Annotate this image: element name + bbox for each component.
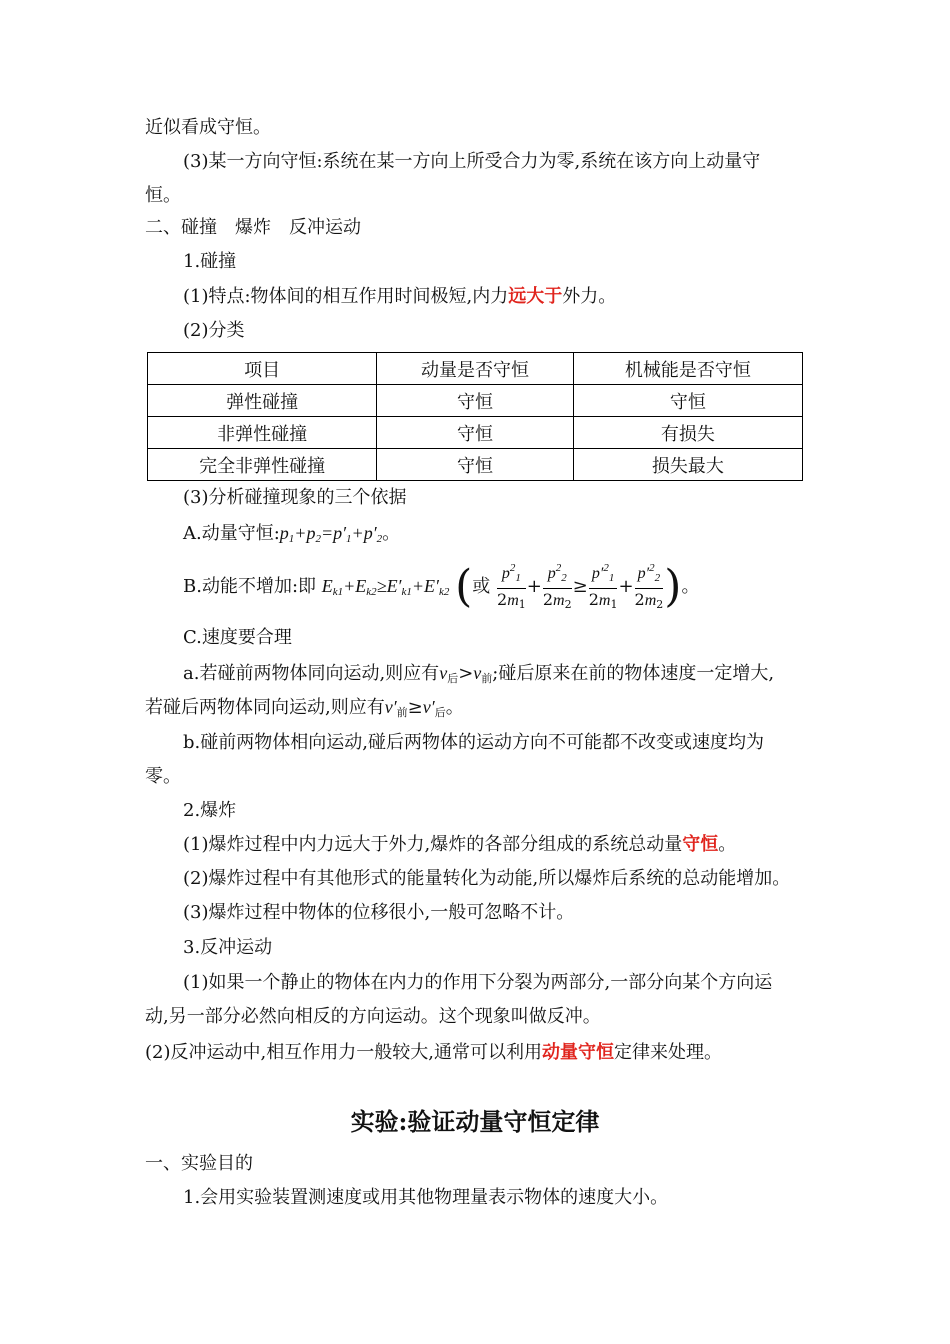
paragraph-line: (1)爆炸过程中内力远大于外力,爆炸的各部分组成的系统总动量守恒。 [183,834,737,855]
table-cell: 守恒 [377,417,574,449]
table-cell: 有损失 [573,417,802,449]
paragraph-line: 1.会用实验装置测速度或用其他物理量表示物体的速度大小。 [183,1187,669,1208]
left-paren: ( [455,561,473,612]
table-cell: 完全非弹性碰撞 [148,449,377,481]
table-header-cell: 动量是否守恒 [377,353,574,385]
table-cell: 守恒 [377,385,574,417]
paragraph-line: 零。 [145,766,181,787]
paragraph-line: 近似看成守恒。 [145,117,271,138]
fraction: $\frac{p^2_1}{2m_1}$ [497,558,526,616]
fraction: $\frac{p'^2_1}{2m_1}$ [589,558,618,616]
momentum-conservation-line: A.动量守恒$:p_1+p_2=p'_1+p'_2$。 [183,523,401,545]
paragraph-line: (2)反冲运动中,相互作用力一般较大,通常可以利用动量守恒定律来处理。 [145,1042,722,1063]
formula-velocity: v′ [384,697,397,717]
table-cell: 损失最大 [573,449,802,481]
paragraph-line: (2)爆炸过程中有其他形式的能量转化为动能,所以爆炸后系统的总动能增加。 [183,868,791,889]
right-paren: ) [664,561,682,612]
collision-classification-table [147,352,803,481]
subsection-heading: 3.反冲运动 [183,937,273,958]
paragraph-line: 恒。 [145,185,181,206]
paragraph-line: a.若碰前两物体同向运动,则应有$v_后>v_前$;碰后原来在前的物体速度一定增大, [183,663,775,685]
table-header-cell: 机械能是否守恒 [573,353,802,385]
experiment-title: 实验:验证动量守恒定律 [350,1107,600,1136]
paragraph-line: (3)某一方向守恒:系统在某一方向上所受合力为零,系统在该方向上动量守 [183,151,761,172]
paragraph-line: 若碰后两物体同向运动,则应有$v'_前\ge v'_后$。 [145,697,464,719]
subsection-heading: 1.碰撞 [183,251,237,272]
paragraph-line: (2)分类 [183,320,245,341]
table-header-cell: 项目 [148,353,377,385]
paragraph-line: (1)如果一个静止的物体在内力的作用下分裂为两部分,一部分向某个方向运 [183,972,773,993]
table-header-row [148,353,803,385]
subsection-heading: C.速度要合理 [183,627,292,648]
table-cell: 守恒 [573,385,802,417]
emphasis-text: 动量守恒 [541,1042,614,1063]
subsection-heading: (3)分析碰撞现象的三个依据 [183,487,407,508]
table-row [148,385,803,417]
paragraph-line: (3)爆炸过程中物体的位移很小,一般可忽略不计。 [183,902,575,923]
paragraph-line: (1)特点:物体间的相互作用时间极短,内力远大于外力。 [183,286,617,307]
table-cell: 弹性碰撞 [148,385,377,417]
paragraph-line: 动,另一部分必然向相反的方向运动。这个现象叫做反冲。 [145,1006,601,1027]
table-cell: 守恒 [377,449,574,481]
emphasis-text: 守恒 [682,834,719,855]
formula-momentum: $p_1+p_2=p'_1+p'_2$ [279,523,383,545]
table-row [148,417,803,449]
section-heading: 一、实验目的 [145,1153,253,1174]
subsection-heading: 2.爆炸 [183,800,237,821]
table-row [148,449,803,481]
kinetic-energy-line: B.动能不增加:即 $E_{k1}+E_{k2}\ge E'_{k1}+E'_{k2}$ (或 $\frac{p^2_1}{2m_1}$ + $\frac{p^2_2}{2m_2}$ ≥ $\frac{p'^2_1}{2m_1}$ + $\frac{p'^2_2}{2m_2}$ )。 [183,558,699,610]
fraction: $\frac{p^2_2}{2m_2}$ [543,558,572,616]
formula-velocity: v [439,663,448,683]
emphasis-text: 远大于 [508,286,563,307]
fraction: $\frac{p'^2_2}{2m_2}$ [635,558,664,616]
table-cell: 非弹性碰撞 [148,417,377,449]
paragraph-line: b.碰前两物体相向运动,碰后两物体的运动方向不可能都不改变或速度均为 [183,732,764,753]
section-heading: 二、碰撞 爆炸 反冲运动 [145,217,361,238]
formula-kinetic-energy: $E_{k1}+E_{k2}\ge E'_{k1}+E'_{k2}$ [321,576,450,598]
